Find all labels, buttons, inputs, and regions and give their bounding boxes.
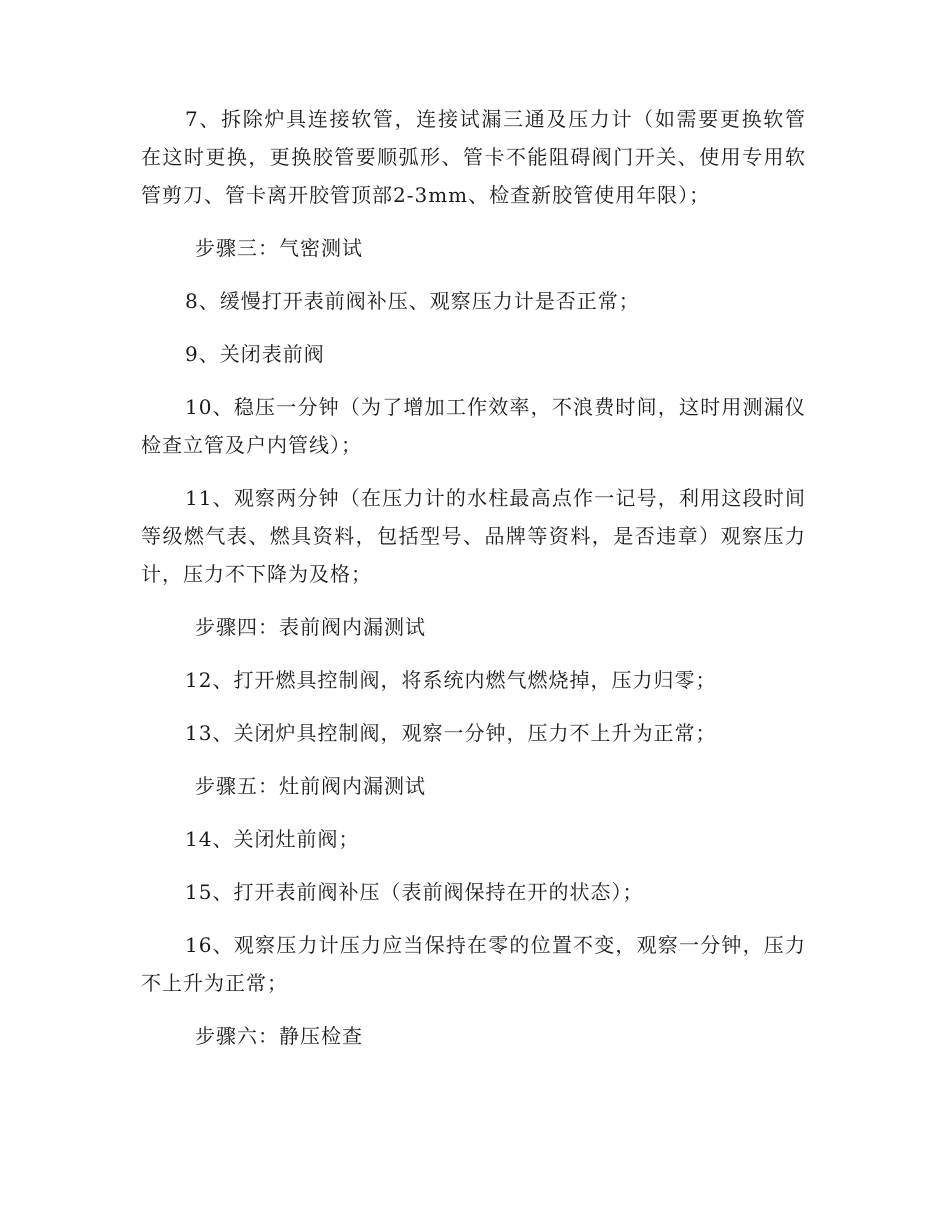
paragraph-step-13: 13、关闭炉具控制阀，观察一分钟，压力不上升为正常； <box>185 721 717 745</box>
section-heading-step-5: 步骤五：灶前阀内漏测试 <box>195 774 426 798</box>
paragraph-step-11: 11、观察两分钟（在压力计的水柱最高点作一记号，利用这段时间等级燃气表、燃具资料，包括型号、品牌等资料，是否违章）观察压力计，压力不下降为及格； <box>141 486 806 586</box>
paragraph-step-10: 10、稳压一分钟（为了增加工作效率，不浪费时间，这时用测漏仪检查立管及户内管线）； <box>141 395 806 457</box>
paragraph-step-16: 16、观察压力计压力应当保持在零的位置不变，观察一分钟，压力不上升为正常； <box>141 933 806 995</box>
paragraph-step-15: 15、打开表前阀补压（表前阀保持在开的状态）； <box>185 880 644 904</box>
section-heading-step-4: 步骤四：表前阀内漏测试 <box>195 615 426 639</box>
paragraph-step-7: 7、拆除炉具连接软管，连接试漏三通及压力计（如需要更换软管在这时更换，更换胶管要顺弧形、管卡不能阻碍阀门开关、使用专用软管剪刀、管卡离开胶管顶部2-3mm、检查新胶管使用年限）； <box>141 107 806 207</box>
paragraph-step-12: 12、打开燃具控制阀，将系统内燃气燃烧掉，压力归零； <box>185 668 717 692</box>
section-heading-step-6: 步骤六：静压检查 <box>195 1024 363 1048</box>
document-page <box>141 100 806 1070</box>
paragraph-step-9: 9、关闭表前阀 <box>185 342 325 366</box>
section-heading-step-3: 步骤三：气密测试 <box>195 236 363 260</box>
paragraph-step-8: 8、缓慢打开表前阀补压、观察压力计是否正常； <box>185 289 640 313</box>
paragraph-step-14: 14、关闭灶前阀； <box>185 827 360 851</box>
